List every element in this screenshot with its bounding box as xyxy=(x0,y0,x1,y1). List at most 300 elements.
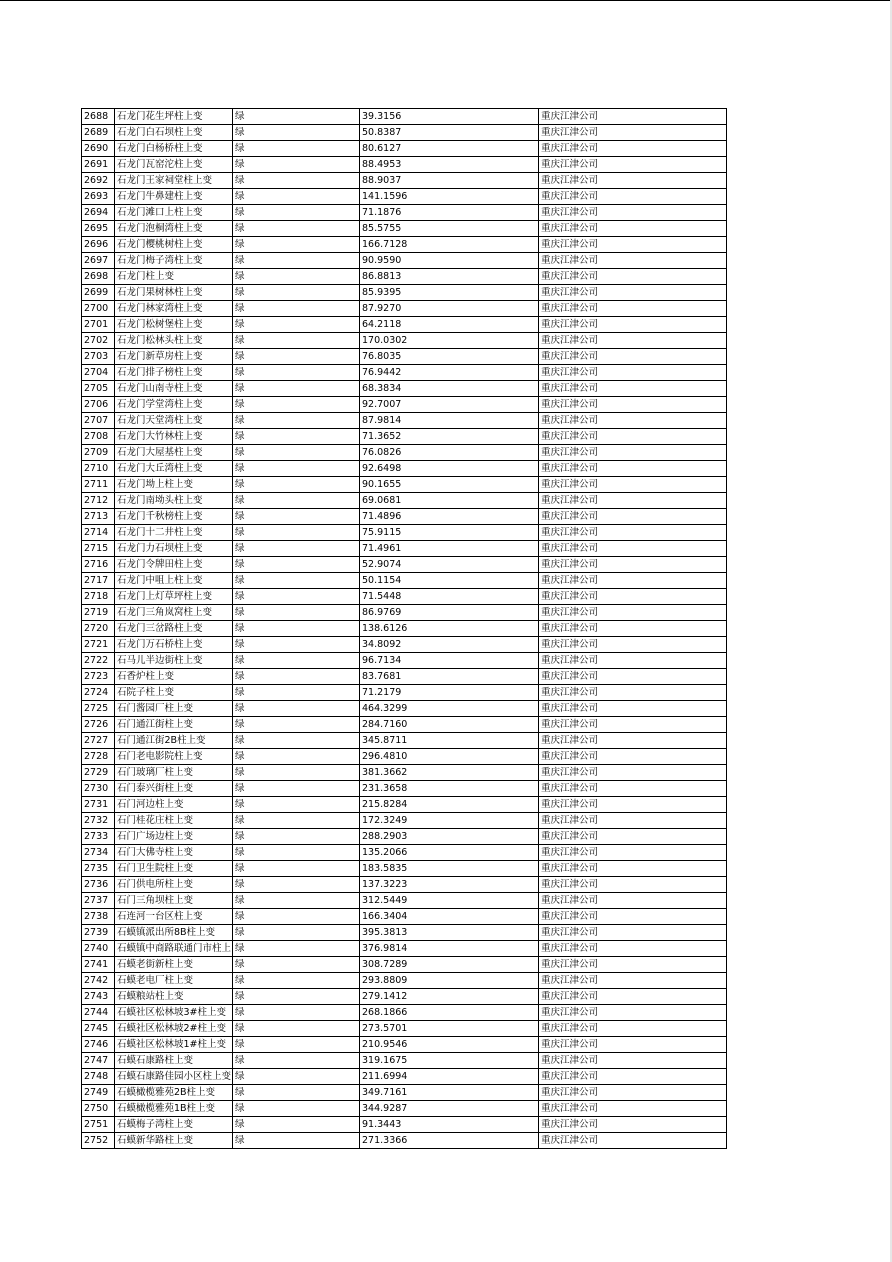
value-cell: 50.8387 xyxy=(360,125,539,141)
value-cell: 87.9270 xyxy=(360,301,539,317)
table-row xyxy=(82,157,727,173)
value-cell: 80.6127 xyxy=(360,141,539,157)
color-cell: 绿 xyxy=(233,973,360,989)
row-number-cell: 2696 xyxy=(82,237,115,253)
row-number-cell: 2746 xyxy=(82,1037,115,1053)
table-row xyxy=(82,637,727,653)
table-row xyxy=(82,973,727,989)
station-name-cell: 石龙门大丘湾柱上变 xyxy=(115,461,233,477)
company-cell: 重庆江津公司 xyxy=(539,925,727,941)
color-cell: 绿 xyxy=(233,813,360,829)
station-name-cell: 石门卫生院柱上变 xyxy=(115,861,233,877)
value-cell: 138.6126 xyxy=(360,621,539,637)
station-name-cell: 石龙门瓦窑沱柱上变 xyxy=(115,157,233,173)
value-cell: 90.1655 xyxy=(360,477,539,493)
color-cell: 绿 xyxy=(233,733,360,749)
row-number-cell: 2724 xyxy=(82,685,115,701)
table-row xyxy=(82,989,727,1005)
color-cell: 绿 xyxy=(233,957,360,973)
color-cell: 绿 xyxy=(233,989,360,1005)
table-row xyxy=(82,957,727,973)
row-number-cell: 2716 xyxy=(82,557,115,573)
table-row xyxy=(82,1037,727,1053)
company-cell: 重庆江津公司 xyxy=(539,845,727,861)
value-cell: 88.4953 xyxy=(360,157,539,173)
table-row xyxy=(82,589,727,605)
row-number-cell: 2742 xyxy=(82,973,115,989)
value-cell: 71.4961 xyxy=(360,541,539,557)
row-number-cell: 2722 xyxy=(82,653,115,669)
row-number-cell: 2752 xyxy=(82,1133,115,1149)
table-row xyxy=(82,653,727,669)
company-cell: 重庆江津公司 xyxy=(539,861,727,877)
company-cell: 重庆江津公司 xyxy=(539,957,727,973)
company-cell: 重庆江津公司 xyxy=(539,157,727,173)
value-cell: 284.7160 xyxy=(360,717,539,733)
row-number-cell: 2703 xyxy=(82,349,115,365)
station-name-cell: 石蟆镇中商路联通门市柱上 xyxy=(115,941,233,957)
color-cell: 绿 xyxy=(233,845,360,861)
color-cell: 绿 xyxy=(233,573,360,589)
company-cell: 重庆江津公司 xyxy=(539,1085,727,1101)
station-name-cell: 石龙门牛鼻建柱上变 xyxy=(115,189,233,205)
color-cell: 绿 xyxy=(233,877,360,893)
row-number-cell: 2693 xyxy=(82,189,115,205)
station-name-cell: 石蟆粮站柱上变 xyxy=(115,989,233,1005)
table-row xyxy=(82,829,727,845)
row-number-cell: 2714 xyxy=(82,525,115,541)
company-cell: 重庆江津公司 xyxy=(539,669,727,685)
station-name-cell: 石蟆社区松林坡2#柱上变 xyxy=(115,1021,233,1037)
company-cell: 重庆江津公司 xyxy=(539,477,727,493)
station-name-cell: 石马儿半边街柱上变 xyxy=(115,653,233,669)
row-number-cell: 2747 xyxy=(82,1053,115,1069)
station-name-cell: 石门通江街柱上变 xyxy=(115,717,233,733)
row-number-cell: 2708 xyxy=(82,429,115,445)
value-cell: 137.3223 xyxy=(360,877,539,893)
value-cell: 50.1154 xyxy=(360,573,539,589)
company-cell: 重庆江津公司 xyxy=(539,589,727,605)
row-number-cell: 2705 xyxy=(82,381,115,397)
color-cell: 绿 xyxy=(233,141,360,157)
company-cell: 重庆江津公司 xyxy=(539,141,727,157)
color-cell: 绿 xyxy=(233,109,360,125)
table-row xyxy=(82,749,727,765)
table-row xyxy=(82,221,727,237)
row-number-cell: 2721 xyxy=(82,637,115,653)
row-number-cell: 2694 xyxy=(82,205,115,221)
color-cell: 绿 xyxy=(233,1133,360,1149)
station-name-cell: 石门供电所柱上变 xyxy=(115,877,233,893)
table-row xyxy=(82,685,727,701)
company-cell: 重庆江津公司 xyxy=(539,1053,727,1069)
value-cell: 91.3443 xyxy=(360,1117,539,1133)
table-row xyxy=(82,1053,727,1069)
station-name-cell: 石门酱园厂柱上变 xyxy=(115,701,233,717)
value-cell: 308.7289 xyxy=(360,957,539,973)
value-cell: 376.9814 xyxy=(360,941,539,957)
value-cell: 52.9074 xyxy=(360,557,539,573)
row-number-cell: 2743 xyxy=(82,989,115,1005)
value-cell: 85.9395 xyxy=(360,285,539,301)
station-name-cell: 石龙门白杨桥柱上变 xyxy=(115,141,233,157)
station-name-cell: 石蟆社区松林坡1#柱上变 xyxy=(115,1037,233,1053)
station-name-cell: 石院子柱上变 xyxy=(115,685,233,701)
station-name-cell: 石龙门林家湾柱上变 xyxy=(115,301,233,317)
color-cell: 绿 xyxy=(233,1069,360,1085)
station-name-cell: 石蟆社区松林坡3#柱上变 xyxy=(115,1005,233,1021)
color-cell: 绿 xyxy=(233,1117,360,1133)
value-cell: 349.7161 xyxy=(360,1085,539,1101)
row-number-cell: 2698 xyxy=(82,269,115,285)
table-row xyxy=(82,717,727,733)
company-cell: 重庆江津公司 xyxy=(539,285,727,301)
table-row xyxy=(82,925,727,941)
row-number-cell: 2750 xyxy=(82,1101,115,1117)
table-row xyxy=(82,893,727,909)
color-cell: 绿 xyxy=(233,685,360,701)
table-row xyxy=(82,605,727,621)
value-cell: 90.9590 xyxy=(360,253,539,269)
table-row xyxy=(82,621,727,637)
table-row xyxy=(82,1005,727,1021)
company-cell: 重庆江津公司 xyxy=(539,1117,727,1133)
color-cell: 绿 xyxy=(233,269,360,285)
company-cell: 重庆江津公司 xyxy=(539,781,727,797)
value-cell: 64.2118 xyxy=(360,317,539,333)
station-name-cell: 石龙门排子榜柱上变 xyxy=(115,365,233,381)
value-cell: 215.8284 xyxy=(360,797,539,813)
row-number-cell: 2699 xyxy=(82,285,115,301)
station-name-cell: 石龙门滩口上柱上变 xyxy=(115,205,233,221)
row-number-cell: 2737 xyxy=(82,893,115,909)
table-row xyxy=(82,461,727,477)
value-cell: 210.9546 xyxy=(360,1037,539,1053)
color-cell: 绿 xyxy=(233,301,360,317)
value-cell: 68.3834 xyxy=(360,381,539,397)
company-cell: 重庆江津公司 xyxy=(539,765,727,781)
table-row xyxy=(82,285,727,301)
color-cell: 绿 xyxy=(233,461,360,477)
table-row xyxy=(82,141,727,157)
station-name-cell: 石龙门三岔路柱上变 xyxy=(115,621,233,637)
row-number-cell: 2690 xyxy=(82,141,115,157)
station-name-cell: 石门泰兴街柱上变 xyxy=(115,781,233,797)
company-cell: 重庆江津公司 xyxy=(539,397,727,413)
color-cell: 绿 xyxy=(233,525,360,541)
table-body xyxy=(82,109,727,1149)
color-cell: 绿 xyxy=(233,365,360,381)
station-name-cell: 石龙门梅子湾柱上变 xyxy=(115,253,233,269)
company-cell: 重庆江津公司 xyxy=(539,221,727,237)
color-cell: 绿 xyxy=(233,221,360,237)
table-row xyxy=(82,493,727,509)
table-row xyxy=(82,365,727,381)
table-row xyxy=(82,397,727,413)
company-cell: 重庆江津公司 xyxy=(539,493,727,509)
company-cell: 重庆江津公司 xyxy=(539,941,727,957)
station-name-cell: 石龙门新草房柱上变 xyxy=(115,349,233,365)
table-row xyxy=(82,109,727,125)
company-cell: 重庆江津公司 xyxy=(539,829,727,845)
station-name-cell: 石龙门中咀上柱上变 xyxy=(115,573,233,589)
row-number-cell: 2734 xyxy=(82,845,115,861)
value-cell: 71.5448 xyxy=(360,589,539,605)
value-cell: 344.9287 xyxy=(360,1101,539,1117)
value-cell: 211.6994 xyxy=(360,1069,539,1085)
company-cell: 重庆江津公司 xyxy=(539,813,727,829)
row-number-cell: 2706 xyxy=(82,397,115,413)
station-name-cell: 石门通江街2B柱上变 xyxy=(115,733,233,749)
value-cell: 92.6498 xyxy=(360,461,539,477)
row-number-cell: 2735 xyxy=(82,861,115,877)
value-cell: 381.3662 xyxy=(360,765,539,781)
company-cell: 重庆江津公司 xyxy=(539,237,727,253)
color-cell: 绿 xyxy=(233,397,360,413)
station-name-cell: 石蟆老街新柱上变 xyxy=(115,957,233,973)
station-name-cell: 石龙门十二井柱上变 xyxy=(115,525,233,541)
row-number-cell: 2740 xyxy=(82,941,115,957)
row-number-cell: 2741 xyxy=(82,957,115,973)
station-name-cell: 石蟆石康路佳园小区柱上变 xyxy=(115,1069,233,1085)
station-name-cell: 石龙门坳上柱上变 xyxy=(115,477,233,493)
row-number-cell: 2729 xyxy=(82,765,115,781)
data-table xyxy=(81,108,727,1149)
row-number-cell: 2702 xyxy=(82,333,115,349)
value-cell: 395.3813 xyxy=(360,925,539,941)
station-name-cell: 石门广场边柱上变 xyxy=(115,829,233,845)
company-cell: 重庆江津公司 xyxy=(539,1069,727,1085)
table-row xyxy=(82,189,727,205)
station-name-cell: 石门大佛寺柱上变 xyxy=(115,845,233,861)
row-number-cell: 2751 xyxy=(82,1117,115,1133)
table-row xyxy=(82,557,727,573)
station-name-cell: 石龙门大竹林柱上变 xyxy=(115,429,233,445)
table-row xyxy=(82,349,727,365)
company-cell: 重庆江津公司 xyxy=(539,717,727,733)
company-cell: 重庆江津公司 xyxy=(539,893,727,909)
company-cell: 重庆江津公司 xyxy=(539,701,727,717)
company-cell: 重庆江津公司 xyxy=(539,349,727,365)
color-cell: 绿 xyxy=(233,941,360,957)
company-cell: 重庆江津公司 xyxy=(539,909,727,925)
value-cell: 268.1866 xyxy=(360,1005,539,1021)
color-cell: 绿 xyxy=(233,925,360,941)
color-cell: 绿 xyxy=(233,717,360,733)
station-name-cell: 石门桂花庄柱上变 xyxy=(115,813,233,829)
company-cell: 重庆江津公司 xyxy=(539,413,727,429)
row-number-cell: 2688 xyxy=(82,109,115,125)
station-name-cell: 石龙门松林头柱上变 xyxy=(115,333,233,349)
color-cell: 绿 xyxy=(233,829,360,845)
row-number-cell: 2739 xyxy=(82,925,115,941)
page-top-border xyxy=(0,0,892,1)
color-cell: 绿 xyxy=(233,349,360,365)
company-cell: 重庆江津公司 xyxy=(539,605,727,621)
row-number-cell: 2745 xyxy=(82,1021,115,1037)
color-cell: 绿 xyxy=(233,653,360,669)
value-cell: 170.0302 xyxy=(360,333,539,349)
row-number-cell: 2738 xyxy=(82,909,115,925)
color-cell: 绿 xyxy=(233,285,360,301)
company-cell: 重庆江津公司 xyxy=(539,973,727,989)
row-number-cell: 2713 xyxy=(82,509,115,525)
station-name-cell: 石龙门上灯草坪柱上变 xyxy=(115,589,233,605)
color-cell: 绿 xyxy=(233,781,360,797)
company-cell: 重庆江津公司 xyxy=(539,685,727,701)
company-cell: 重庆江津公司 xyxy=(539,749,727,765)
value-cell: 83.7681 xyxy=(360,669,539,685)
company-cell: 重庆江津公司 xyxy=(539,445,727,461)
station-name-cell: 石蟆橄榄雅苑2B柱上变 xyxy=(115,1085,233,1101)
table-row xyxy=(82,525,727,541)
company-cell: 重庆江津公司 xyxy=(539,557,727,573)
value-cell: 69.0681 xyxy=(360,493,539,509)
value-cell: 172.3249 xyxy=(360,813,539,829)
station-name-cell: 石门老电影院柱上变 xyxy=(115,749,233,765)
station-name-cell: 石连河一台区柱上变 xyxy=(115,909,233,925)
company-cell: 重庆江津公司 xyxy=(539,1133,727,1149)
color-cell: 绿 xyxy=(233,493,360,509)
color-cell: 绿 xyxy=(233,173,360,189)
station-name-cell: 石蟆石康路柱上变 xyxy=(115,1053,233,1069)
row-number-cell: 2730 xyxy=(82,781,115,797)
row-number-cell: 2749 xyxy=(82,1085,115,1101)
row-number-cell: 2726 xyxy=(82,717,115,733)
row-number-cell: 2689 xyxy=(82,125,115,141)
station-name-cell: 石龙门柱上变 xyxy=(115,269,233,285)
company-cell: 重庆江津公司 xyxy=(539,1021,727,1037)
station-name-cell: 石蟆老电厂柱上变 xyxy=(115,973,233,989)
row-number-cell: 2709 xyxy=(82,445,115,461)
table-row xyxy=(82,669,727,685)
row-number-cell: 2733 xyxy=(82,829,115,845)
row-number-cell: 2718 xyxy=(82,589,115,605)
value-cell: 135.2066 xyxy=(360,845,539,861)
row-number-cell: 2723 xyxy=(82,669,115,685)
color-cell: 绿 xyxy=(233,445,360,461)
station-name-cell: 石门三角坝柱上变 xyxy=(115,893,233,909)
value-cell: 166.3404 xyxy=(360,909,539,925)
row-number-cell: 2695 xyxy=(82,221,115,237)
company-cell: 重庆江津公司 xyxy=(539,573,727,589)
table-row xyxy=(82,269,727,285)
table-row xyxy=(82,509,727,525)
table-row xyxy=(82,813,727,829)
company-cell: 重庆江津公司 xyxy=(539,637,727,653)
table-row xyxy=(82,541,727,557)
row-number-cell: 2725 xyxy=(82,701,115,717)
color-cell: 绿 xyxy=(233,253,360,269)
value-cell: 76.9442 xyxy=(360,365,539,381)
row-number-cell: 2748 xyxy=(82,1069,115,1085)
color-cell: 绿 xyxy=(233,381,360,397)
value-cell: 345.8711 xyxy=(360,733,539,749)
color-cell: 绿 xyxy=(233,765,360,781)
table-row xyxy=(82,765,727,781)
row-number-cell: 2700 xyxy=(82,301,115,317)
color-cell: 绿 xyxy=(233,477,360,493)
value-cell: 39.3156 xyxy=(360,109,539,125)
table-row xyxy=(82,333,727,349)
station-name-cell: 石龙门王家祠堂柱上变 xyxy=(115,173,233,189)
station-name-cell: 石龙门泡桐湾柱上变 xyxy=(115,221,233,237)
row-number-cell: 2711 xyxy=(82,477,115,493)
value-cell: 141.1596 xyxy=(360,189,539,205)
value-cell: 86.9769 xyxy=(360,605,539,621)
color-cell: 绿 xyxy=(233,1037,360,1053)
station-name-cell: 石龙门千秋榜柱上变 xyxy=(115,509,233,525)
company-cell: 重庆江津公司 xyxy=(539,365,727,381)
value-cell: 71.3652 xyxy=(360,429,539,445)
color-cell: 绿 xyxy=(233,909,360,925)
value-cell: 76.0826 xyxy=(360,445,539,461)
station-name-cell: 石龙门白石坝柱上变 xyxy=(115,125,233,141)
company-cell: 重庆江津公司 xyxy=(539,989,727,1005)
table-row xyxy=(82,701,727,717)
row-number-cell: 2691 xyxy=(82,157,115,173)
color-cell: 绿 xyxy=(233,157,360,173)
company-cell: 重庆江津公司 xyxy=(539,269,727,285)
company-cell: 重庆江津公司 xyxy=(539,333,727,349)
station-name-cell: 石龙门山南寺柱上变 xyxy=(115,381,233,397)
color-cell: 绿 xyxy=(233,701,360,717)
row-number-cell: 2707 xyxy=(82,413,115,429)
station-name-cell: 石龙门大屋基柱上变 xyxy=(115,445,233,461)
table-row xyxy=(82,861,727,877)
value-cell: 183.5835 xyxy=(360,861,539,877)
value-cell: 166.7128 xyxy=(360,237,539,253)
company-cell: 重庆江津公司 xyxy=(539,797,727,813)
table-row xyxy=(82,413,727,429)
row-number-cell: 2728 xyxy=(82,749,115,765)
row-number-cell: 2732 xyxy=(82,813,115,829)
station-name-cell: 石龙门花生坪柱上变 xyxy=(115,109,233,125)
table-row xyxy=(82,173,727,189)
color-cell: 绿 xyxy=(233,237,360,253)
table-row xyxy=(82,429,727,445)
station-name-cell: 石门河边柱上变 xyxy=(115,797,233,813)
station-name-cell: 石龙门樱桃树柱上变 xyxy=(115,237,233,253)
row-number-cell: 2715 xyxy=(82,541,115,557)
color-cell: 绿 xyxy=(233,605,360,621)
color-cell: 绿 xyxy=(233,413,360,429)
company-cell: 重庆江津公司 xyxy=(539,653,727,669)
table-row xyxy=(82,1101,727,1117)
table-row xyxy=(82,797,727,813)
color-cell: 绿 xyxy=(233,797,360,813)
value-cell: 86.8813 xyxy=(360,269,539,285)
station-name-cell: 石蟆新华路柱上变 xyxy=(115,1133,233,1149)
value-cell: 288.2903 xyxy=(360,829,539,845)
color-cell: 绿 xyxy=(233,125,360,141)
value-cell: 71.1876 xyxy=(360,205,539,221)
table-row xyxy=(82,237,727,253)
value-cell: 92.7007 xyxy=(360,397,539,413)
color-cell: 绿 xyxy=(233,1053,360,1069)
company-cell: 重庆江津公司 xyxy=(539,733,727,749)
table-row xyxy=(82,477,727,493)
color-cell: 绿 xyxy=(233,893,360,909)
row-number-cell: 2717 xyxy=(82,573,115,589)
value-cell: 76.8035 xyxy=(360,349,539,365)
color-cell: 绿 xyxy=(233,429,360,445)
row-number-cell: 2697 xyxy=(82,253,115,269)
value-cell: 231.3658 xyxy=(360,781,539,797)
station-name-cell: 石龙门令牌田柱上变 xyxy=(115,557,233,573)
table-row xyxy=(82,573,727,589)
value-cell: 319.1675 xyxy=(360,1053,539,1069)
